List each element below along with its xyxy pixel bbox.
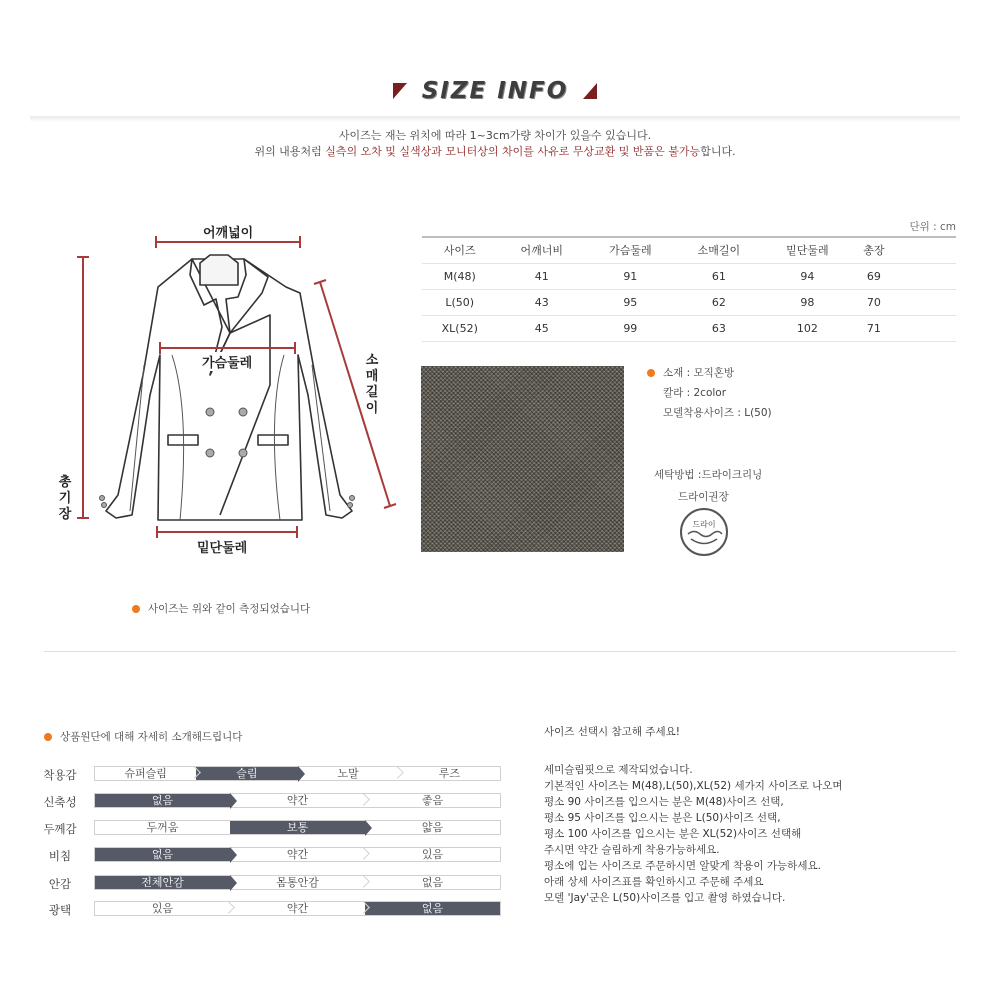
gloss-label: 광택	[48, 903, 72, 917]
stretch-option-selected: 없음	[95, 794, 230, 807]
size-guide-line: 모델 'Jay'군은 L(50)사이즈를 입고 촬영 하였습니다.	[544, 892, 786, 904]
material-info: 소재 : 모직혼방	[647, 365, 734, 380]
fit-option-selected: 슬림	[196, 767, 297, 780]
size-guide-line: 기본적인 사이즈는 M(48),L(50),XL(52) 세가지 사이즈로 나오며	[544, 780, 843, 792]
table-cell: 70	[852, 289, 896, 315]
table-cell: XL(52)	[422, 315, 498, 341]
thickness-label: 두께감	[43, 822, 77, 836]
size-table	[422, 236, 956, 342]
fabric-swatch-image	[421, 366, 624, 552]
lining-option: 없음	[365, 876, 500, 889]
title-text: SIZE INFO	[421, 78, 569, 104]
size-guide-line: 주시면 약간 슬림하게 착용가능하세요.	[544, 844, 720, 856]
gloss-option-selected: 없음	[365, 902, 500, 915]
table-header: 밑단둘레	[763, 237, 852, 263]
table-header: 사이즈	[422, 237, 498, 263]
table-row	[422, 315, 956, 341]
section-divider	[44, 651, 956, 652]
fit-option: 슈퍼슬림	[95, 767, 196, 780]
table-cell: M(48)	[422, 263, 498, 289]
thickness-option: 얇음	[365, 821, 500, 834]
table-cell: 91	[586, 263, 675, 289]
size-notice-1: 사이즈는 재는 위치에 따라 1~3cm가량 차이가 있을수 있습니다.	[338, 129, 652, 142]
sheerness-option-selected: 없음	[95, 848, 230, 861]
table-cell: L(50)	[422, 289, 498, 315]
dry-clean-icon-text: 드라이	[692, 520, 716, 529]
table-cell: 71	[852, 315, 896, 341]
thickness-option: 두꺼움	[95, 821, 230, 834]
table-header: 어깨너비	[498, 237, 587, 263]
bullet-icon	[647, 369, 655, 377]
dry-clean-wave	[682, 510, 726, 554]
total-length-label: 총 기 장	[58, 475, 72, 522]
lining-label: 안감	[48, 877, 72, 891]
wash-method: 세탁방법 :드라이크리닝	[654, 469, 763, 481]
table-cell: 43	[498, 289, 587, 315]
table-cell: 63	[675, 315, 764, 341]
table-cell-spacer	[896, 289, 956, 315]
table-cell: 45	[498, 315, 587, 341]
bullet-icon	[44, 733, 52, 741]
lining-option-selected: 전체안감	[95, 876, 230, 889]
size-guide	[544, 724, 964, 906]
unit-label: 단위 : cm	[909, 221, 956, 233]
size-guide-line: 평소에 입는 사이즈로 주문하시면 알맞게 착용이 가능하세요.	[544, 860, 821, 872]
sheerness-scale	[94, 847, 501, 862]
jacket-diagram	[40, 215, 420, 575]
table-header-row	[422, 237, 956, 263]
gloss-scale	[94, 901, 501, 916]
wash-recommendation: 드라이권장	[678, 491, 729, 503]
size-notice-2: 위의 내용처럼 실측의 오차 및 실색상과 모니터상의 차이를 사유로 무상교환 및 반품은 불가능합니다.	[254, 145, 736, 158]
fit-option: 루즈	[399, 767, 500, 780]
size-guide-line: 아래 상세 사이즈표를 확인하시고 주문해 주세요	[544, 876, 764, 888]
stretch-option: 좋음	[365, 794, 500, 807]
sheerness-option: 있음	[365, 848, 500, 861]
gloss-option: 약간	[230, 902, 365, 915]
bullet-icon	[132, 605, 140, 613]
sheerness-option: 약간	[230, 848, 365, 861]
fit-option: 노말	[298, 767, 399, 780]
size-guide-line: 평소 90 사이즈를 입으시는 분은 M(48)사이즈 선택,	[544, 796, 784, 808]
dry-clean-icon	[680, 508, 728, 556]
table-cell-spacer	[896, 263, 956, 289]
size-info-title	[0, 78, 990, 112]
thickness-scale	[94, 820, 501, 835]
table-header: 총장	[852, 237, 896, 263]
size-guide-line: 평소 95 사이즈를 입으시는 분은 L(50)사이즈 선택,	[544, 812, 781, 824]
title-divider	[30, 116, 960, 122]
hem-label: 밑단둘레	[195, 537, 249, 556]
lining-scale	[94, 875, 501, 890]
shoulder-width-label: 어깨넓이	[201, 222, 255, 241]
table-cell: 61	[675, 263, 764, 289]
size-guide-title: 사이즈 선택시 참고해 주세요!	[544, 726, 680, 738]
gloss-option: 있음	[95, 902, 230, 915]
size-guide-line: 세미슬림핏으로 제작되었습니다.	[544, 764, 693, 776]
table-cell: 102	[763, 315, 852, 341]
table-cell: 95	[586, 289, 675, 315]
stretch-option: 약간	[230, 794, 365, 807]
table-cell-spacer	[896, 315, 956, 341]
fit-label: 착용감	[43, 768, 77, 782]
fit-scale	[94, 766, 501, 781]
sleeve-length-label: 소 매 길 이	[365, 353, 379, 416]
table-cell: 99	[586, 315, 675, 341]
stretch-scale	[94, 793, 501, 808]
chest-label: 가슴둘레	[200, 352, 254, 371]
sheerness-label: 비침	[48, 849, 72, 863]
size-guide-line: 평소 100 사이즈를 입으시는 분은 XL(52)사이즈 선택해	[544, 828, 802, 840]
title-right-triangle-icon	[583, 83, 597, 99]
jacket-illustration	[40, 215, 420, 575]
stretch-label: 신축성	[43, 795, 77, 809]
lining-option: 몸통안감	[230, 876, 365, 889]
model-size-info: 모델착용사이즈 : L(50)	[663, 407, 772, 419]
table-cell: 94	[763, 263, 852, 289]
title-left-triangle-icon	[393, 83, 407, 99]
table-cell: 98	[763, 289, 852, 315]
table-cell: 69	[852, 263, 896, 289]
table-row	[422, 289, 956, 315]
table-header-spacer	[896, 237, 956, 263]
thickness-option-selected: 보통	[230, 821, 365, 834]
fabric-intro: 상품원단에 대해 자세히 소개해드립니다	[44, 729, 242, 744]
table-cell: 62	[675, 289, 764, 315]
table-header: 소매길이	[675, 237, 764, 263]
table-header: 가슴둘레	[586, 237, 675, 263]
color-info: 칼라 : 2color	[663, 387, 727, 399]
table-cell: 41	[498, 263, 587, 289]
table-row	[422, 263, 956, 289]
measure-note: 사이즈는 위와 같이 측정되었습니다	[132, 601, 310, 616]
